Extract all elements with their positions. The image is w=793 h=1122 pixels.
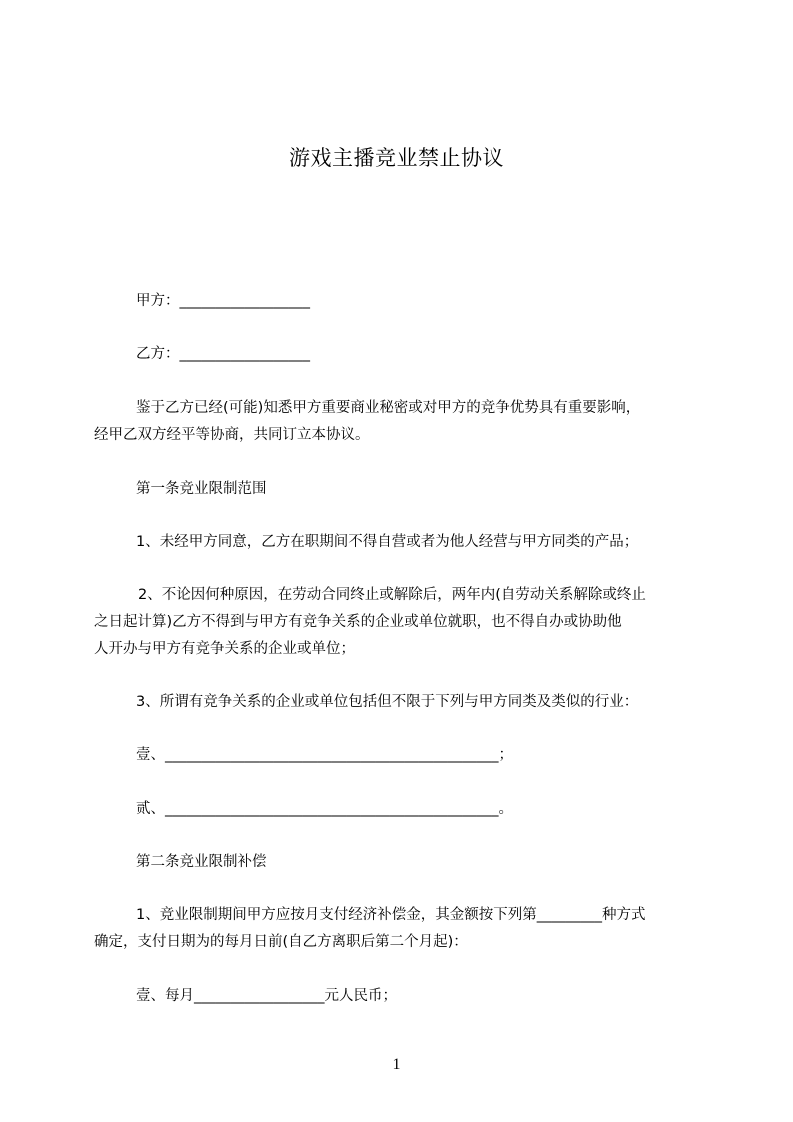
article-1-item-1: 1、未经甲方同意，乙方在职期间不得自营或者为他人经营与甲方同类的产品； <box>136 534 639 550</box>
party-b-line: 乙方：__________________ <box>136 346 310 362</box>
article-2-heading: 第二条竞业限制补偿 <box>136 854 267 870</box>
page-number: 1 <box>392 1056 401 1073</box>
article-1-sub-item-1: 壹、______________________________________________； <box>136 747 513 763</box>
article-1-sub-item-2: 贰、______________________________________________。 <box>136 801 513 817</box>
article-2-item-1-line-1: 1、竞业限制期间甲方应按月支付经济补偿金，其金额按下列第_________种方式 <box>136 907 646 923</box>
article-1-item-3: 3、所谓有竞争关系的企业或单位包括但不限于下列与甲方同类及类似的行业： <box>136 694 639 710</box>
article-1-heading: 第一条竞业限制范围 <box>136 481 267 497</box>
party-a-line: 甲方：__________________ <box>136 293 310 309</box>
article-2-item-1-line-2: 确定，支付日期为的每月日前(自乙方离职后第二个月起)： <box>94 934 468 950</box>
preamble-line-1: 鉴于乙方已经(可能)知悉甲方重要商业秘密或对甲方的竞争优势具有重要影响， <box>136 400 641 416</box>
article-1-item-2-line-3: 人开办与甲方有竞争关系的企业或单位； <box>94 641 355 657</box>
article-1-item-2-line-2: 之日起计算)乙方不得到与甲方有竞争关系的企业或单位就职，也不得自办或协助他 <box>94 614 622 630</box>
article-1-item-2-line-1: 2、不论因何种原因，在劳动合同终止或解除后，两年内(自劳动关系解除或终止 <box>138 587 646 603</box>
document-title: 游戏主播竞业禁止协议 <box>289 146 504 170</box>
article-2-sub-item-1: 壹、每月__________________元人民币； <box>136 988 397 1004</box>
preamble-line-2: 经甲乙双方经平等协商，共同订立本协议。 <box>94 427 370 443</box>
